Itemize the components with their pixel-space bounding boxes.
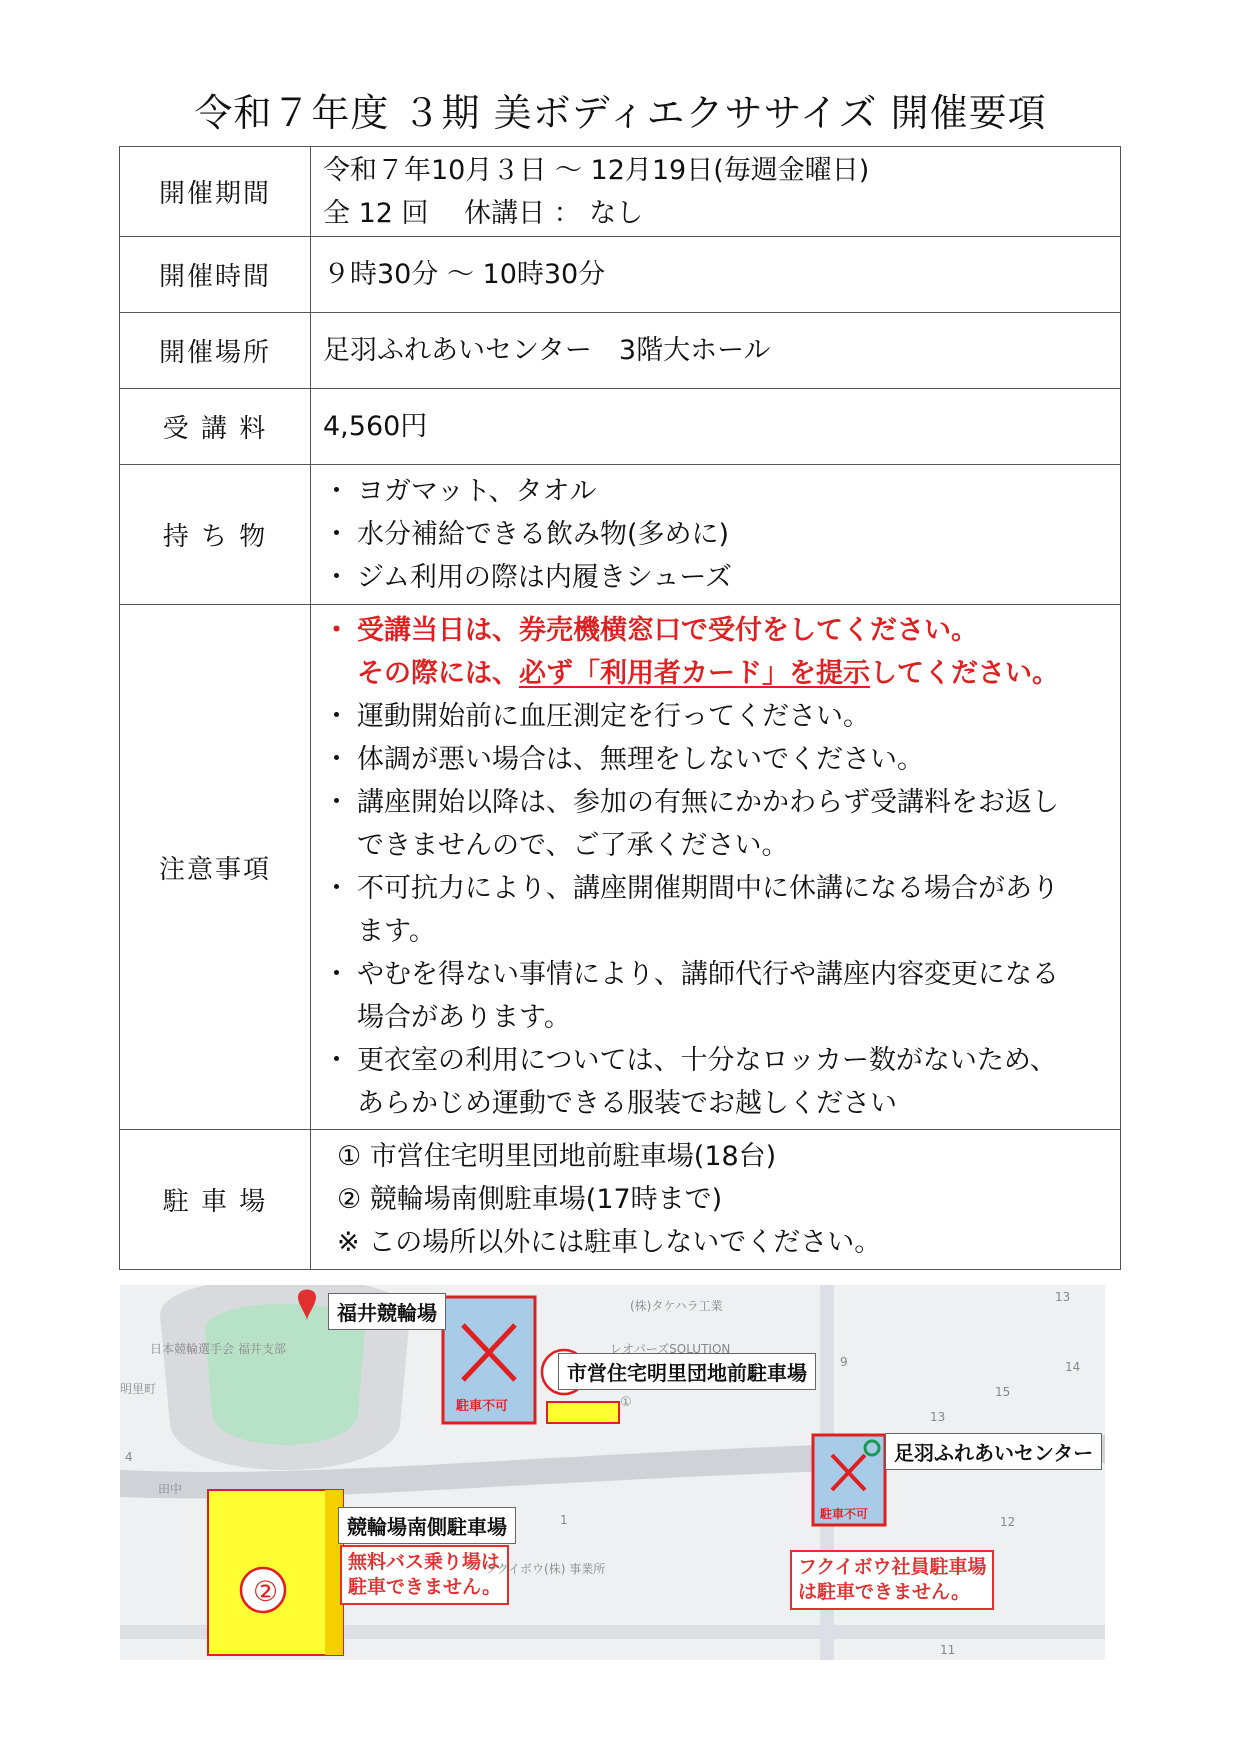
item-1: ・ 水分補給できる飲み物(多めに) (323, 513, 1120, 556)
row-notes (120, 605, 1121, 1130)
row-time (120, 237, 1121, 313)
fukuibo-warning-line2: は駐車できません。 (798, 1581, 971, 1603)
map-num-4: 4 (125, 1450, 133, 1464)
parking-2: ② 競輪場南側駐車場(17時まで) (337, 1184, 723, 1215)
label-parking: 駐 車 場 (120, 1130, 311, 1270)
page-title: 令和７年度 ３期 美ボディエクササイズ 開催要項 (194, 91, 1047, 135)
note-red-2-pre: その際には、 (357, 658, 519, 689)
period-dates: 令和７年10月３日 ～ 12月19日(毎週金曜日) (323, 154, 870, 186)
map-text-6: 田中 (158, 1482, 183, 1496)
note-1: ・ 運動開始前に血圧測定を行ってください。 (323, 695, 1120, 738)
item-2: ・ ジム利用の際は内履きシューズ (323, 556, 1120, 599)
bus-warning-line1: 無料バス乗り場は (348, 1551, 501, 1573)
note-4b: ます。 (357, 916, 436, 947)
note-4a: ・ 不可抗力により、講座開催期間中に休講になる場合があり (323, 867, 1120, 910)
bus-warning-line2: 駐車できません。 (348, 1576, 502, 1598)
note-6a: ・ 更衣室の利用については、十分なロッカー数がないため、 (323, 1039, 1120, 1082)
lot1-no-parking-text: 駐車不可 (456, 1399, 509, 1414)
parking-1: ① 市営住宅明里団地前駐車場(18台) (337, 1141, 777, 1172)
row-items (120, 465, 1121, 605)
keirin-label: 福井競輪場 (328, 1293, 446, 1330)
label-time: 開催時間 (120, 237, 311, 313)
fukuibo-warning-line1: フクイボウ社員駐車場 (798, 1556, 987, 1578)
lot1-parking-area (547, 1402, 619, 1423)
map-num-2: 14 (1065, 1360, 1081, 1374)
period-count: 全 12 回 休講日 ： なし (323, 197, 644, 229)
note-5b: 場合があります。 (357, 1002, 571, 1033)
value-parking (311, 1130, 1121, 1270)
item-0: ・ ヨガマット、タオル (323, 470, 1120, 513)
note-5a: ・ やむを得ない事情により、講師代行や講座内容変更になる (323, 953, 1120, 996)
lot2-number: ② (253, 1575, 279, 1608)
map-num-7: 11 (940, 1643, 956, 1657)
map-num-6: 1 (560, 1513, 568, 1527)
map-num-8: 9 (840, 1355, 848, 1369)
value-items (311, 465, 1121, 605)
note-red-2-post: してください。 (870, 658, 1059, 689)
label-period: 開催期間 (120, 147, 311, 237)
value-time: ９時30分 ～ 10時30分 (311, 237, 1121, 313)
row-period (120, 147, 1121, 237)
note-2: ・ 体調が悪い場合は、無理をしないでください。 (323, 738, 1120, 781)
value-notes (311, 605, 1121, 1130)
note-red-2-underlined: 必ず「利用者カード」を提示 (519, 658, 870, 689)
note-red-1: ・ 受講当日は、券売機横窓口で受付をしてください。 (323, 609, 1120, 652)
map-num-9: 15 (995, 1385, 1011, 1399)
map-text-2: 明里町 (120, 1382, 157, 1396)
info-table (119, 146, 1121, 1270)
parking-map (120, 1285, 1105, 1660)
label-fee: 受 講 料 (120, 389, 311, 465)
fukuibo-warning (790, 1550, 994, 1610)
lot1-number: ① (620, 1395, 632, 1410)
map-text-5: フクイボウ(株) 事業所 (485, 1562, 606, 1576)
lot2-label: 競輪場南側駐車場 (338, 1507, 516, 1544)
label-items: 持 ち 物 (120, 465, 311, 605)
map-num-1: 13 (1055, 1290, 1071, 1304)
map-text-3: (株)タケハラ工業 (630, 1299, 723, 1313)
map-text-1: 日本競輪選手会 福井支部 (150, 1342, 286, 1356)
lot1-label: 市営住宅明里団地前駐車場 (558, 1353, 816, 1390)
map-num-3: 13 (930, 1410, 946, 1424)
note-3a: ・ 講座開始以降は、参加の有無にかかわらず受講料をお返し (323, 781, 1120, 824)
note-red-2 (323, 652, 1120, 695)
bus-warning (340, 1545, 509, 1605)
map-text-4: レオパーズSOLUTION (610, 1342, 731, 1356)
row-parking (120, 1130, 1121, 1270)
label-notes: 注意事項 (120, 605, 311, 1130)
note-6b: あらかじめ運動できる服装でお越しください (357, 1088, 897, 1119)
center-label: 足羽ふれあいセンター (885, 1433, 1102, 1470)
value-place: 足羽ふれあいセンター 3階大ホール (311, 313, 1121, 389)
parking-note: ※ この場所以外には駐車しないでください。 (337, 1227, 882, 1258)
fukuibo-no-parking-text: 駐車不可 (820, 1507, 869, 1521)
note-3b: できませんので、ご了承ください。 (357, 830, 789, 861)
value-fee: 4,560円 (311, 389, 1121, 465)
row-place (120, 313, 1121, 389)
row-fee (120, 389, 1121, 465)
label-place: 開催場所 (120, 313, 311, 389)
map-num-5: 12 (1000, 1515, 1016, 1529)
value-period (311, 147, 1121, 237)
